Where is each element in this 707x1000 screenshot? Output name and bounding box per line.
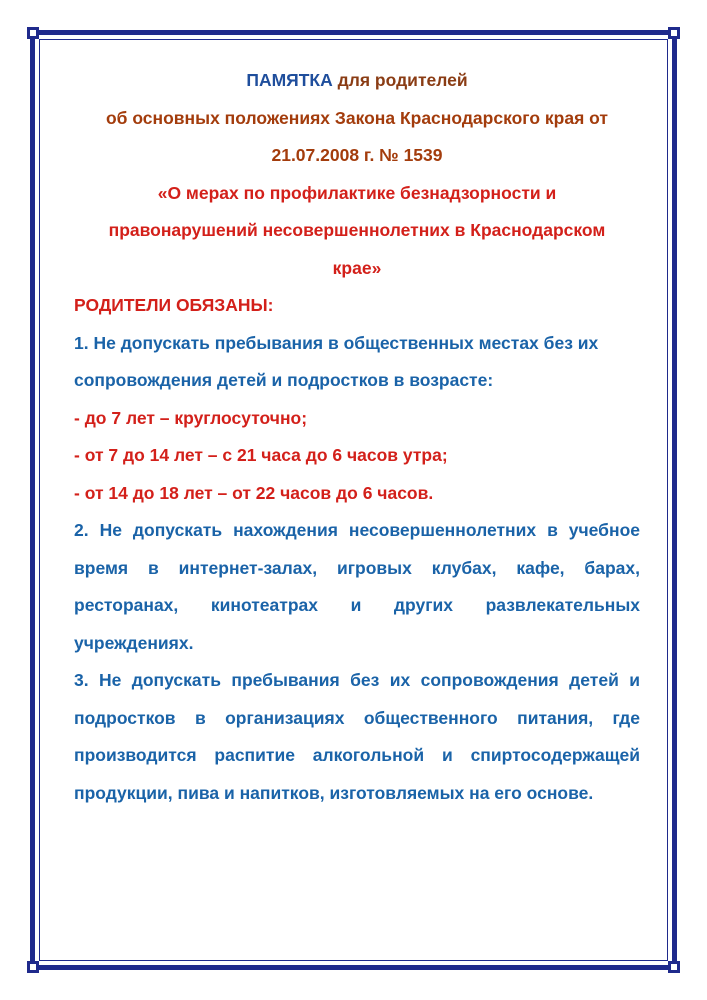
memo-title-word: ПАМЯТКА bbox=[246, 70, 333, 90]
obligations-heading: РОДИТЕЛИ ОБЯЗАНЫ: bbox=[74, 295, 274, 315]
item-3-line: производится распитие алкогольной и спиртосодержащей bbox=[74, 745, 640, 765]
border-corner-ornament bbox=[27, 961, 39, 973]
memo-subtitle-line: об основных положениях Закона Краснодарского края от bbox=[105, 107, 608, 128]
item-3-line: подростков в организациях общественного питания, где bbox=[74, 707, 640, 728]
item-3-line: продукции, пива и напитков, изготовляемых на его основе. bbox=[74, 782, 594, 803]
item-1-age-rule: - до 7 лет – круглосуточно; bbox=[74, 407, 308, 428]
memo-subtitle-line: 21.07.2008 г. № 1539 bbox=[271, 145, 443, 165]
item-2-line: ресторанах, кинотеатрах и других развлекательных bbox=[74, 595, 640, 615]
item-1-line: сопровождения детей и подростков в возрасте: bbox=[74, 370, 494, 390]
item-1-line: 1. Не допускать пребывания в общественных местах без их bbox=[74, 332, 599, 353]
item-2-line: 2. Не допускать нахождения несовершеннолетних в учебное bbox=[74, 520, 640, 540]
memo-title-rest: для родителей bbox=[332, 70, 468, 90]
border-corner-ornament bbox=[27, 27, 39, 39]
law-name-line: «О мерах по профилактике безнадзорности и bbox=[157, 182, 557, 203]
law-name-line: крае» bbox=[332, 257, 382, 278]
border-corner-ornament bbox=[668, 961, 680, 973]
item-2-line: время в интернет-залах, игровых клубах, кафе, барах, bbox=[74, 557, 640, 578]
memo-content bbox=[74, 62, 640, 812]
memo-title bbox=[74, 62, 640, 100]
item-1-age-rule: - от 7 до 14 лет – с 21 часа до 6 часов утра; bbox=[74, 445, 448, 465]
law-name-line: правонарушений несовершеннолетних в Краснодарском bbox=[108, 220, 606, 240]
item-2-line: учреждениях. bbox=[74, 632, 194, 653]
border-corner-ornament bbox=[668, 27, 680, 39]
item-3-line: 3. Не допускать пребывания без их сопровождения детей и bbox=[74, 670, 640, 690]
item-1-age-rule: - от 14 до 18 лет – от 22 часов до 6 часов. bbox=[74, 482, 434, 503]
